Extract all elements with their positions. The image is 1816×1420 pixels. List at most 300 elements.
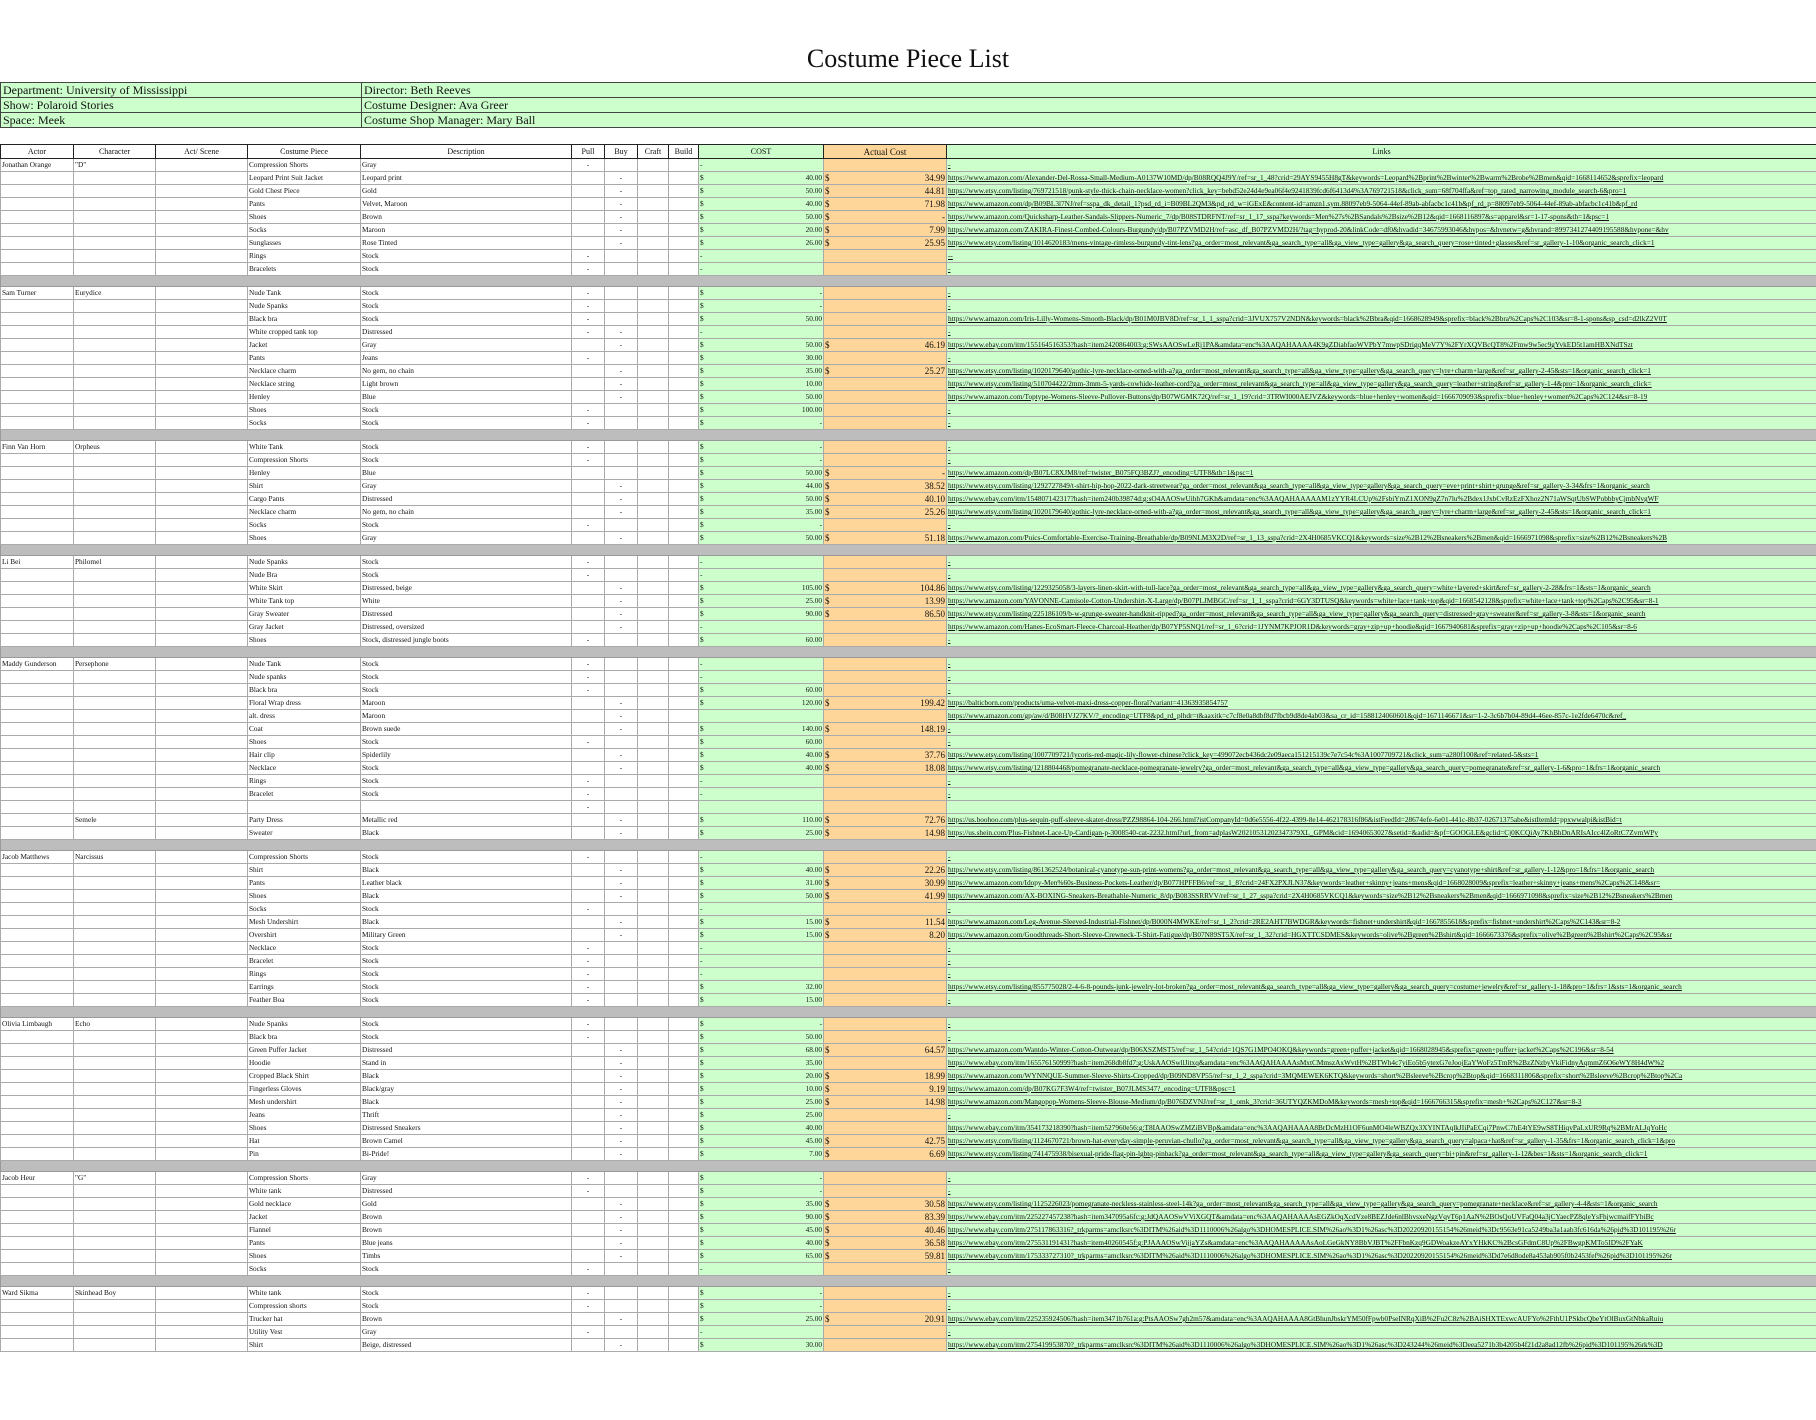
character-cell[interactable] xyxy=(74,224,156,237)
pull-cell[interactable] xyxy=(572,1313,605,1326)
actual-cost-cell[interactable] xyxy=(824,942,947,955)
actor-cell[interactable] xyxy=(1,582,74,595)
col-header-actor[interactable]: Actor xyxy=(1,145,74,159)
costume-piece-cell[interactable]: Green Puffer Jacket xyxy=(248,1044,361,1057)
description-cell[interactable]: Gray xyxy=(361,532,572,545)
cost-cell[interactable] xyxy=(699,506,824,519)
link-cell[interactable]: https://www.etsy.com/listing/741475938/bisexual-pride-flag-pin-lgbtq-pinback?ga_order=most_relevant&ga_search_type=all&ga_view_type=gallery&ga_search_query=bi+pin&ref=sr_gallery-1-12&bes=1&sts=1&organic_search_click=1 xyxy=(947,1148,1816,1161)
pull-cell[interactable] xyxy=(572,1237,605,1250)
character-cell[interactable]: "D" xyxy=(74,159,156,172)
costume-piece-cell[interactable]: Pants xyxy=(248,877,361,890)
actor-cell[interactable] xyxy=(1,569,74,582)
actual-cost-cell[interactable] xyxy=(824,1263,947,1276)
description-cell[interactable]: Brown xyxy=(361,211,572,224)
costume-piece-cell[interactable]: Pants xyxy=(248,1237,361,1250)
actual-cost-cell[interactable] xyxy=(824,287,947,300)
description-cell[interactable]: Maroon xyxy=(361,710,572,723)
buy-cell[interactable]: - xyxy=(605,480,638,493)
character-cell[interactable] xyxy=(74,1326,156,1339)
buy-cell[interactable]: - xyxy=(605,621,638,634)
buy-cell[interactable]: - xyxy=(605,326,638,339)
description-cell[interactable]: Distressed xyxy=(361,608,572,621)
actual-cost-cell[interactable] xyxy=(824,365,947,378)
actor-cell[interactable] xyxy=(1,404,74,417)
buy-cell[interactable] xyxy=(605,634,638,647)
cost-cell[interactable] xyxy=(699,1109,824,1122)
act-scene-cell[interactable] xyxy=(156,404,248,417)
build-cell[interactable] xyxy=(669,582,699,595)
description-cell[interactable]: Blue jeans xyxy=(361,1237,572,1250)
character-cell[interactable] xyxy=(74,339,156,352)
buy-cell[interactable] xyxy=(605,968,638,981)
buy-cell[interactable]: - xyxy=(605,1135,638,1148)
actor-cell[interactable] xyxy=(1,1224,74,1237)
description-cell[interactable]: Gray xyxy=(361,480,572,493)
build-cell[interactable] xyxy=(669,595,699,608)
actual-cost-cell[interactable] xyxy=(824,1148,947,1161)
build-cell[interactable] xyxy=(669,697,699,710)
link-cell[interactable]: - xyxy=(947,903,1816,916)
costume-piece-cell[interactable]: Mesh undershirt xyxy=(248,1096,361,1109)
description-cell[interactable]: Blue xyxy=(361,391,572,404)
buy-cell[interactable] xyxy=(605,1263,638,1276)
costume-piece-cell[interactable]: Socks xyxy=(248,519,361,532)
actual-cost-cell[interactable] xyxy=(824,749,947,762)
craft-cell[interactable] xyxy=(638,621,669,634)
pull-cell[interactable] xyxy=(572,710,605,723)
link-cell[interactable]: - xyxy=(947,326,1816,339)
character-cell[interactable] xyxy=(74,404,156,417)
actual-cost-cell[interactable] xyxy=(824,1172,947,1185)
cost-cell[interactable] xyxy=(699,595,824,608)
actual-cost-cell[interactable] xyxy=(824,198,947,211)
description-cell[interactable]: Stock xyxy=(361,1018,572,1031)
character-cell[interactable] xyxy=(74,493,156,506)
link-cell[interactable]: https://us.boohoo.com/plus-sequin-puff-sleeve-skater-dress/PZZ98864-104-266.html?istCompanyId=0d6e5556-4f22-4399-8e14-462178316f86&istFeedId=28674efe-6e01-441c-8b37-02671375abe&istItemId=ppxwwalpi&istBid=t xyxy=(947,814,1816,827)
build-cell[interactable] xyxy=(669,864,699,877)
department-cell[interactable]: Department: University of Mississippi xyxy=(1,83,362,98)
actor-cell[interactable] xyxy=(1,365,74,378)
costume-piece-cell[interactable]: Compression Shorts xyxy=(248,1172,361,1185)
link-cell[interactable]: - xyxy=(947,1287,1816,1300)
buy-cell[interactable]: - xyxy=(605,506,638,519)
actor-cell[interactable] xyxy=(1,762,74,775)
buy-cell[interactable] xyxy=(605,788,638,801)
pull-cell[interactable]: - xyxy=(572,300,605,313)
build-cell[interactable] xyxy=(669,1250,699,1263)
actual-cost-cell[interactable] xyxy=(824,1096,947,1109)
pull-cell[interactable] xyxy=(572,1135,605,1148)
craft-cell[interactable] xyxy=(638,710,669,723)
act-scene-cell[interactable] xyxy=(156,801,248,814)
link-cell[interactable]: - xyxy=(947,1031,1816,1044)
actual-cost-cell[interactable] xyxy=(824,1185,947,1198)
show-cell[interactable]: Show: Polaroid Stories xyxy=(1,98,362,113)
link-cell[interactable]: - xyxy=(947,788,1816,801)
costume-piece-cell[interactable]: Cargo Pants xyxy=(248,493,361,506)
actor-cell[interactable] xyxy=(1,1250,74,1263)
buy-cell[interactable]: - xyxy=(605,1250,638,1263)
character-cell[interactable] xyxy=(74,417,156,430)
character-cell[interactable]: Semele xyxy=(74,814,156,827)
buy-cell[interactable] xyxy=(605,981,638,994)
pull-cell[interactable] xyxy=(572,1044,605,1057)
description-cell[interactable]: Stock xyxy=(361,775,572,788)
description-cell[interactable]: Brown suede xyxy=(361,723,572,736)
cost-cell[interactable] xyxy=(699,788,824,801)
pull-cell[interactable] xyxy=(572,877,605,890)
buy-cell[interactable]: - xyxy=(605,391,638,404)
act-scene-cell[interactable] xyxy=(156,339,248,352)
pull-cell[interactable] xyxy=(572,1057,605,1070)
cost-cell[interactable] xyxy=(699,467,824,480)
actual-cost-cell[interactable] xyxy=(824,608,947,621)
cost-cell[interactable] xyxy=(699,1122,824,1135)
costume-piece-cell[interactable]: Shoes xyxy=(248,404,361,417)
pull-cell[interactable]: - xyxy=(572,658,605,671)
build-cell[interactable] xyxy=(669,710,699,723)
cost-cell[interactable] xyxy=(699,532,824,545)
character-cell[interactable]: Eurydice xyxy=(74,287,156,300)
character-cell[interactable] xyxy=(74,877,156,890)
actor-cell[interactable] xyxy=(1,1031,74,1044)
actual-cost-cell[interactable] xyxy=(824,1339,947,1352)
description-cell[interactable]: No gem, no chain xyxy=(361,365,572,378)
craft-cell[interactable] xyxy=(638,723,669,736)
description-cell[interactable]: Stand in xyxy=(361,1057,572,1070)
actor-cell[interactable] xyxy=(1,890,74,903)
costume-piece-cell[interactable]: Shirt xyxy=(248,864,361,877)
costume-piece-cell[interactable]: Shoes xyxy=(248,211,361,224)
build-cell[interactable] xyxy=(669,1313,699,1326)
act-scene-cell[interactable] xyxy=(156,467,248,480)
buy-cell[interactable]: - xyxy=(605,1122,638,1135)
build-cell[interactable] xyxy=(669,671,699,684)
craft-cell[interactable] xyxy=(638,864,669,877)
costume-piece-cell[interactable]: Nude Spanks xyxy=(248,1018,361,1031)
cost-cell[interactable] xyxy=(699,903,824,916)
pull-cell[interactable]: - xyxy=(572,994,605,1007)
actor-cell[interactable]: Sam Turner xyxy=(1,287,74,300)
link-cell[interactable]: https://www.etsy.com/listing/510704422/2mm-3mm-5-yards-cowhide-leather-cord?ga_order=most_relevant&ga_search_type=all&ga_view_type=gallery&ga_search_query=leather+string&ref=sr_gallery-1-4&pro=1&organic_search_click= xyxy=(947,378,1816,391)
build-cell[interactable] xyxy=(669,994,699,1007)
act-scene-cell[interactable] xyxy=(156,378,248,391)
character-cell[interactable] xyxy=(74,634,156,647)
actual-cost-cell[interactable] xyxy=(824,1198,947,1211)
description-cell[interactable]: Brown Camel xyxy=(361,1135,572,1148)
act-scene-cell[interactable] xyxy=(156,1198,248,1211)
actor-cell[interactable] xyxy=(1,710,74,723)
description-cell[interactable]: Stock xyxy=(361,300,572,313)
link-cell[interactable]: - xyxy=(947,671,1816,684)
build-cell[interactable] xyxy=(669,1070,699,1083)
build-cell[interactable] xyxy=(669,159,699,172)
craft-cell[interactable] xyxy=(638,1122,669,1135)
buy-cell[interactable]: - xyxy=(605,493,638,506)
craft-cell[interactable] xyxy=(638,287,669,300)
actual-cost-cell[interactable] xyxy=(824,1224,947,1237)
actual-cost-cell[interactable] xyxy=(824,1326,947,1339)
act-scene-cell[interactable] xyxy=(156,417,248,430)
character-cell[interactable] xyxy=(74,454,156,467)
craft-cell[interactable] xyxy=(638,326,669,339)
link-cell[interactable]: https://www.ebay.com/itm/354173218390?hash=item527960e56:g:T8IAAOSwZMZiBVBp&amdata=enc%3AAQAHAAAA8BrDcMzH1OF6unMO4leWBZQx3XYINTAqlkJIiPaECqi7PnwC7hE4tYE9wS8THiqvPaLxUR9Rq%2BMrALJqYoHc xyxy=(947,1122,1816,1135)
actor-cell[interactable] xyxy=(1,1109,74,1122)
act-scene-cell[interactable] xyxy=(156,391,248,404)
act-scene-cell[interactable] xyxy=(156,532,248,545)
act-scene-cell[interactable] xyxy=(156,1148,248,1161)
cost-cell[interactable] xyxy=(699,569,824,582)
build-cell[interactable] xyxy=(669,801,699,814)
description-cell[interactable]: Distressed xyxy=(361,1185,572,1198)
character-cell[interactable] xyxy=(74,697,156,710)
actual-cost-cell[interactable] xyxy=(824,237,947,250)
cost-cell[interactable] xyxy=(699,890,824,903)
cost-cell[interactable] xyxy=(699,994,824,1007)
link-cell[interactable]: https://www.amazon.com/dp/B09BL3l7NJ/ref=sspa_dk_detail_1?psd_rd_i=B09BL2QM3&pd_rd_w=iGExE&content-id=amzn1.sym.88097eb9-5064-44ef-89ab-abfacbc1c41b&pf_rd_p=88097eb9-5064-44ef-89ab-abfacbc1c41b&pf_rd xyxy=(947,198,1816,211)
actual-cost-cell[interactable] xyxy=(824,723,947,736)
craft-cell[interactable] xyxy=(638,263,669,276)
character-cell[interactable] xyxy=(74,788,156,801)
description-cell[interactable]: Distressed, oversized xyxy=(361,621,572,634)
cost-cell[interactable] xyxy=(699,519,824,532)
craft-cell[interactable] xyxy=(638,1224,669,1237)
link-cell[interactable]: - xyxy=(947,1263,1816,1276)
link-cell[interactable]: https://www.etsy.com/listing/1292727849/t-shirt-hip-hop-2022-dark-streetwear?ga_order=most_relevant&ga_search_type=all&ga_view_type=gallery&ga_search_query=eve+print+shirt+grunge&ref=sr_gallery-3-34&frs=1&organic_search xyxy=(947,480,1816,493)
craft-cell[interactable] xyxy=(638,981,669,994)
cost-cell[interactable] xyxy=(699,1250,824,1263)
buy-cell[interactable]: - xyxy=(605,365,638,378)
link-cell[interactable]: https://www.etsy.com/listing/1229325058/3-layers-linen-skirt-with-tull-lace?ga_order=most_relevant&ga_search_type=all&ga_view_type=gallery&ga_search_query=white+layered+skirt&ref=sr_gallery-2-28&frs=1&sts=1&organic_search xyxy=(947,582,1816,595)
cost-cell[interactable] xyxy=(699,378,824,391)
description-cell[interactable]: Jeans xyxy=(361,352,572,365)
link-cell[interactable]: https://www.amazon.com/Puics-Comfortable-Exercise-Training-Breathable/dp/B09NLM3X2D/ref=sr_1_13_sspa?crid=2X4H0685VKCQ1&keywords=size%2B12%2Bsneakers%2Bmen&qid=1666971098&sprefix=size%2B12%2Bsneakers%2B xyxy=(947,532,1816,545)
actual-cost-cell[interactable] xyxy=(824,775,947,788)
cost-cell[interactable] xyxy=(699,263,824,276)
link-cell[interactable]: - xyxy=(947,441,1816,454)
actor-cell[interactable] xyxy=(1,749,74,762)
act-scene-cell[interactable] xyxy=(156,710,248,723)
craft-cell[interactable] xyxy=(638,658,669,671)
actor-cell[interactable] xyxy=(1,1148,74,1161)
actual-cost-cell[interactable] xyxy=(824,1122,947,1135)
link-cell[interactable]: https://www.etsy.com/listing/1007709721/lycoris-red-magic-lily-flower-chinese?click_key=499072ecb436dc2e09aeca151215139c7e7c54c%3A1007709721&click_sum=a280f100&ref=related-5&sts=1 xyxy=(947,749,1816,762)
link-cell[interactable]: https://www.amazon.com/YAVONNE-Camisole-Cotton-Undershirt-X-Large/dp/B07PLJMBGC/ref=sr_1_1_sspa?crid=6GY3DTUSQ&keywords=white+lace+tank+top&qid=1668542128&sprefix=white+lace+tank+top%2Caps%2C95&sr=8-1 xyxy=(947,595,1816,608)
cost-cell[interactable] xyxy=(699,185,824,198)
description-cell[interactable]: Gold xyxy=(361,185,572,198)
actor-cell[interactable] xyxy=(1,211,74,224)
buy-cell[interactable]: - xyxy=(605,814,638,827)
buy-cell[interactable]: - xyxy=(605,198,638,211)
character-cell[interactable] xyxy=(74,1148,156,1161)
link-cell[interactable]: https://www.etsy.com/listing/769721518/punk-style-thick-chain-necklace-women?click_key=bebd52e24d4e9ea06f4e9241839fcd6f6413d4%3A769721518&click_sum=68f704ffa&ref=top_rated_narrowing_module_search-6&pro=1 xyxy=(947,185,1816,198)
act-scene-cell[interactable] xyxy=(156,890,248,903)
build-cell[interactable] xyxy=(669,300,699,313)
act-scene-cell[interactable] xyxy=(156,1287,248,1300)
actual-cost-cell[interactable] xyxy=(824,621,947,634)
costume-piece-cell[interactable]: Shoes xyxy=(248,1122,361,1135)
actor-cell[interactable] xyxy=(1,814,74,827)
craft-cell[interactable] xyxy=(638,684,669,697)
pull-cell[interactable]: - xyxy=(572,417,605,430)
craft-cell[interactable] xyxy=(638,801,669,814)
cost-cell[interactable] xyxy=(699,684,824,697)
costume-piece-cell[interactable]: Shoes xyxy=(248,532,361,545)
link-cell[interactable]: - xyxy=(947,994,1816,1007)
cost-cell[interactable] xyxy=(699,608,824,621)
character-cell[interactable] xyxy=(74,172,156,185)
actor-cell[interactable] xyxy=(1,1313,74,1326)
pull-cell[interactable]: - xyxy=(572,968,605,981)
designer-cell[interactable]: Costume Designer: Ava Greer xyxy=(362,98,1816,113)
actual-cost-cell[interactable] xyxy=(824,313,947,326)
character-cell[interactable] xyxy=(74,365,156,378)
actor-cell[interactable] xyxy=(1,968,74,981)
build-cell[interactable] xyxy=(669,198,699,211)
craft-cell[interactable] xyxy=(638,532,669,545)
act-scene-cell[interactable] xyxy=(156,1300,248,1313)
craft-cell[interactable] xyxy=(638,519,669,532)
actual-cost-cell[interactable] xyxy=(824,454,947,467)
cost-cell[interactable] xyxy=(699,454,824,467)
buy-cell[interactable]: - xyxy=(605,864,638,877)
costume-piece-cell[interactable]: Henley xyxy=(248,391,361,404)
link-cell[interactable]: https://www.etsy.com/listing/1218804468/pomegranate-necklace-pomegranate-jewelry?ga_order=most_relevant&ga_search_type=all&ga_view_type=gallery&ga_search_query=pomegranate&ref=sr_gallery-1-6&pro=1&frs=1&organic_search xyxy=(947,762,1816,775)
actual-cost-cell[interactable] xyxy=(824,929,947,942)
buy-cell[interactable]: - xyxy=(605,608,638,621)
pull-cell[interactable]: - xyxy=(572,903,605,916)
craft-cell[interactable] xyxy=(638,595,669,608)
cost-cell[interactable] xyxy=(699,775,824,788)
col-header-pull[interactable]: Pull xyxy=(572,145,605,159)
actor-cell[interactable]: Li Bei xyxy=(1,556,74,569)
actual-cost-cell[interactable] xyxy=(824,736,947,749)
link-cell[interactable]: - xyxy=(947,634,1816,647)
cost-cell[interactable] xyxy=(699,1313,824,1326)
link-cell[interactable]: https://www.ebay.com/itm/154807142317?hash=item240b39874d:g:sO4AAOSwUihh7GKh&amdata=enc%3AAQAHAAAAAM1zYYR4LCUp%2FsbiYmZ1XON9gZ7n7lu%2Bdex1JxbCvRzEzFXhoz2N71aWSqtUbSWPobbbyCjmbNvgWF xyxy=(947,493,1816,506)
link-cell[interactable]: https://www.etsy.com/listing/1014620183/mens-vintage-rimless-burgundy-tint-lens?ga_order=most_relevant&ga_search_type=all&ga_view_type=gallery&ga_search_query=rose+tinted+glasses&ref=sr_gallery-1-10&organic_search_click=1 xyxy=(947,237,1816,250)
actual-cost-cell[interactable] xyxy=(824,1300,947,1313)
buy-cell[interactable]: - xyxy=(605,224,638,237)
cost-cell[interactable] xyxy=(699,955,824,968)
build-cell[interactable] xyxy=(669,287,699,300)
pull-cell[interactable]: - xyxy=(572,1287,605,1300)
character-cell[interactable] xyxy=(74,1313,156,1326)
craft-cell[interactable] xyxy=(638,159,669,172)
link-cell[interactable]: https://www.ebay.com/itm/175333727310?_trkparms=amclksrc%3DITM%26aid%3D1110006%26algo%3DHOMESPLICE.SIM%26ao%3D1%26asc%3D20220920155154%26meid%3Dd7e6d8ode8a453ab905f0b2453fef%26pid%3D101195%26r xyxy=(947,1250,1816,1263)
actual-cost-cell[interactable] xyxy=(824,762,947,775)
costume-piece-cell[interactable]: Hair clip xyxy=(248,749,361,762)
col-header-actual-cost[interactable]: Actual Cost xyxy=(824,145,947,159)
character-cell[interactable] xyxy=(74,250,156,263)
costume-piece-cell[interactable]: Compression shorts xyxy=(248,1300,361,1313)
description-cell[interactable]: Thrift xyxy=(361,1109,572,1122)
build-cell[interactable] xyxy=(669,237,699,250)
buy-cell[interactable]: - xyxy=(605,916,638,929)
actual-cost-cell[interactable] xyxy=(824,1250,947,1263)
description-cell[interactable]: Stock xyxy=(361,569,572,582)
buy-cell[interactable]: - xyxy=(605,1044,638,1057)
act-scene-cell[interactable] xyxy=(156,775,248,788)
actual-cost-cell[interactable] xyxy=(824,480,947,493)
act-scene-cell[interactable] xyxy=(156,994,248,1007)
costume-piece-cell[interactable]: White cropped tank top xyxy=(248,326,361,339)
pull-cell[interactable] xyxy=(572,1070,605,1083)
description-cell[interactable]: Brown xyxy=(361,1211,572,1224)
link-cell[interactable]: - xyxy=(947,955,1816,968)
actor-cell[interactable] xyxy=(1,723,74,736)
act-scene-cell[interactable] xyxy=(156,595,248,608)
act-scene-cell[interactable] xyxy=(156,1185,248,1198)
pull-cell[interactable]: - xyxy=(572,1185,605,1198)
build-cell[interactable] xyxy=(669,1326,699,1339)
craft-cell[interactable] xyxy=(638,671,669,684)
actual-cost-cell[interactable] xyxy=(824,300,947,313)
buy-cell[interactable]: - xyxy=(605,1237,638,1250)
cost-cell[interactable] xyxy=(699,762,824,775)
costume-piece-cell[interactable]: Black bra xyxy=(248,313,361,326)
character-cell[interactable] xyxy=(74,1198,156,1211)
buy-cell[interactable]: - xyxy=(605,339,638,352)
link-cell[interactable]: https://www.amazon.com/Toptype-Womens-Sleeve-Pullover-Buttons/dp/B07WGMK72Q/ref=sr_1_19?crid=3TRWI000AEJVZ&keywords=blue+henley+women&qid=1666709093&sprefix=blue+henley+women%2Caps%2C124&sr=8-19 xyxy=(947,391,1816,404)
build-cell[interactable] xyxy=(669,1083,699,1096)
act-scene-cell[interactable] xyxy=(156,1263,248,1276)
buy-cell[interactable] xyxy=(605,519,638,532)
act-scene-cell[interactable] xyxy=(156,762,248,775)
cost-cell[interactable] xyxy=(699,671,824,684)
cost-cell[interactable] xyxy=(699,556,824,569)
actor-cell[interactable]: Jacob Matthews xyxy=(1,851,74,864)
craft-cell[interactable] xyxy=(638,172,669,185)
actor-cell[interactable] xyxy=(1,326,74,339)
cost-cell[interactable] xyxy=(699,1018,824,1031)
costume-piece-cell[interactable]: Nude Tank xyxy=(248,658,361,671)
link-cell[interactable]: https://www.amazon.com/ZAKIRA-Finest-Combed-Colours-Burgundy/dp/B07PZVMD2H/ref=asc_df_B07PZVMD2H/?tag=hyprod-20&linkCode=df0&hvadid=34675993046&hvpos=&hvnetw=g&hvrand=8997341274409195588&hvpone=&hv xyxy=(947,224,1816,237)
actual-cost-cell[interactable] xyxy=(824,903,947,916)
description-cell[interactable]: Stock xyxy=(361,942,572,955)
actor-cell[interactable] xyxy=(1,736,74,749)
pull-cell[interactable] xyxy=(572,506,605,519)
costume-piece-cell[interactable]: Nude Bra xyxy=(248,569,361,582)
build-cell[interactable] xyxy=(669,968,699,981)
actual-cost-cell[interactable] xyxy=(824,968,947,981)
actual-cost-cell[interactable] xyxy=(824,710,947,723)
cost-cell[interactable] xyxy=(699,916,824,929)
craft-cell[interactable] xyxy=(638,1057,669,1070)
build-cell[interactable] xyxy=(669,1018,699,1031)
costume-piece-cell[interactable]: Rings xyxy=(248,968,361,981)
craft-cell[interactable] xyxy=(638,582,669,595)
actor-cell[interactable] xyxy=(1,608,74,621)
actual-cost-cell[interactable] xyxy=(824,159,947,172)
link-cell[interactable] xyxy=(947,801,1816,814)
description-cell[interactable]: Stock xyxy=(361,313,572,326)
buy-cell[interactable]: - xyxy=(605,1339,638,1352)
craft-cell[interactable] xyxy=(638,955,669,968)
build-cell[interactable] xyxy=(669,378,699,391)
act-scene-cell[interactable] xyxy=(156,263,248,276)
cost-cell[interactable] xyxy=(699,1148,824,1161)
character-cell[interactable]: Philomel xyxy=(74,556,156,569)
actual-cost-cell[interactable] xyxy=(824,211,947,224)
link-cell[interactable]: - xyxy=(947,417,1816,430)
description-cell[interactable]: Gray xyxy=(361,339,572,352)
act-scene-cell[interactable] xyxy=(156,916,248,929)
character-cell[interactable] xyxy=(74,391,156,404)
cost-cell[interactable] xyxy=(699,1237,824,1250)
character-cell[interactable] xyxy=(74,1109,156,1122)
act-scene-cell[interactable] xyxy=(156,313,248,326)
